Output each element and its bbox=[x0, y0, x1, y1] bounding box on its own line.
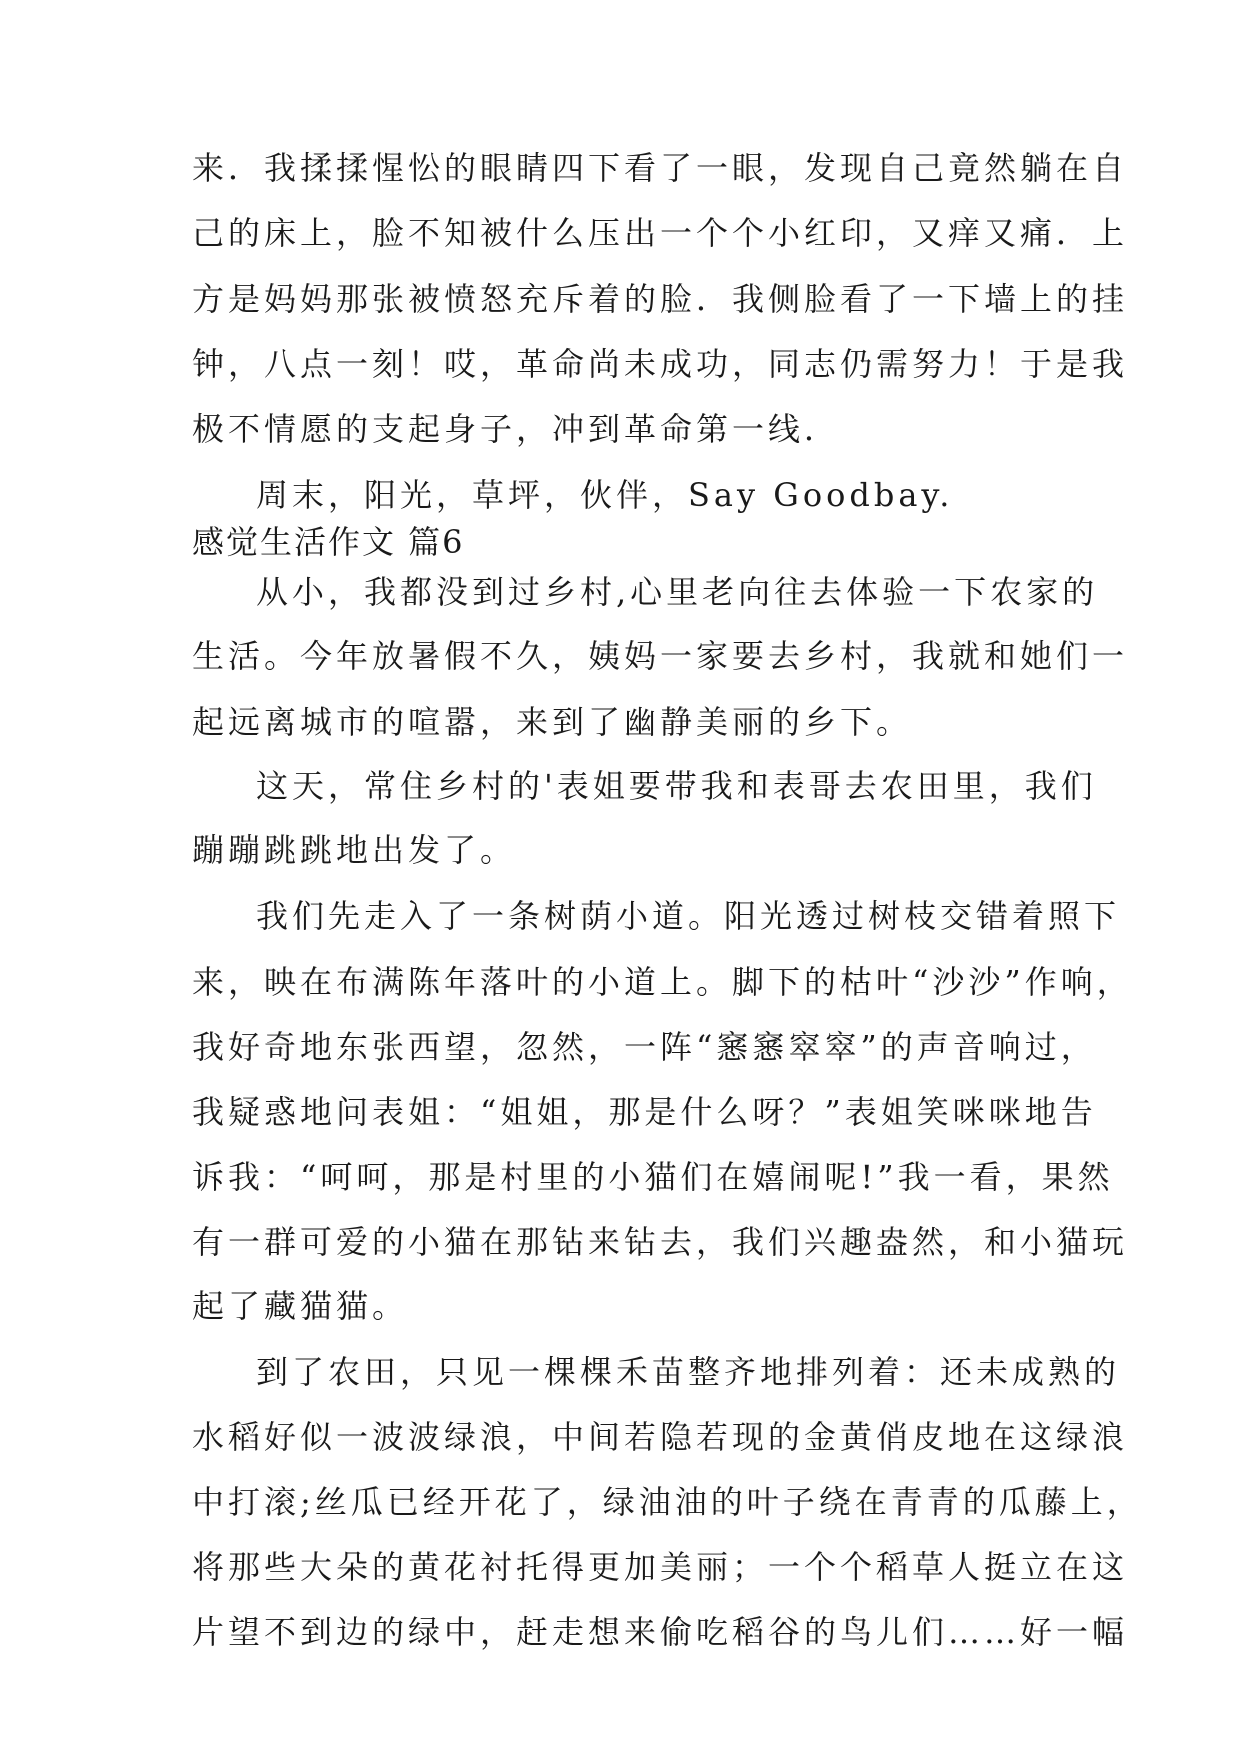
paragraph-line: 到了农田，只见一棵棵禾苗整齐地排列着：还未成熟的 bbox=[256, 1353, 1121, 1391]
paragraph-line: 方是妈妈那张被愤怒充斥着的脸．我侧脸看了一下墙上的挂 bbox=[192, 280, 1129, 318]
paragraph-line: 水稻好似一波波绿浪，中间若隐若现的金黄俏皮地在这绿浪 bbox=[192, 1418, 1129, 1456]
paragraph-line: 从小，我都没到过乡村,心里老向往去体验一下农家的 bbox=[256, 573, 1099, 611]
paragraph-line: 起了藏猫猫。 bbox=[192, 1287, 409, 1325]
paragraph-line: 片望不到边的绿中，赶走想来偷吃稻谷的鸟儿们……好一幅 bbox=[192, 1613, 1129, 1651]
paragraph-line: 将那些大朵的黄花衬托得更加美丽；一个个稻草人挺立在这 bbox=[192, 1548, 1129, 1586]
paragraph-line: 诉我：“呵呵，那是村里的小猫们在嬉闹呢!”我一看，果然 bbox=[192, 1158, 1114, 1196]
paragraph-line: 来．我揉揉惺忪的眼睛四下看了一眼，发现自己竟然躺在自 bbox=[192, 149, 1129, 187]
paragraph-line: 极不情愿的支起身子，冲到革命第一线． bbox=[192, 410, 841, 448]
paragraph-line: 生活。今年放暑假不久，姨妈一家要去乡村，我就和她们一 bbox=[192, 637, 1129, 675]
paragraph-line: 周末，阳光，草坪，伙伴，Say Goodbay. bbox=[256, 476, 954, 514]
paragraph-line: 己的床上，脸不知被什么压出一个个小红印，又痒又痛．上 bbox=[192, 214, 1129, 252]
paragraph-line: 来，映在布满陈年落叶的小道上。脚下的枯叶“沙沙”作响， bbox=[192, 963, 1133, 1001]
paragraph-line: 我们先走入了一条树荫小道。阳光透过树枝交错着照下 bbox=[256, 897, 1121, 935]
paragraph-line: 我好奇地东张西望，忽然，一阵“窸窸窣窣”的声音响过， bbox=[192, 1028, 1097, 1066]
paragraph-line: 我疑惑地问表姐：“姐姐，那是什么呀？”表姐笑咪咪地告 bbox=[192, 1093, 1097, 1131]
paragraph-line: 蹦蹦跳跳地出发了。 bbox=[192, 831, 517, 869]
paragraph-line: 有一群可爱的小猫在那钻来钻去，我们兴趣盎然，和小猫玩 bbox=[192, 1223, 1129, 1261]
section-heading: 感觉生活作文 篇6 bbox=[192, 523, 465, 561]
paragraph-line: 中打滚;丝瓜已经开花了，绿油油的叶子绕在青青的瓜藤上， bbox=[192, 1483, 1143, 1521]
paragraph-line: 这天，常住乡村的'表姐要带我和表哥去农田里，我们 bbox=[256, 767, 1097, 805]
paragraph-line: 起远离城市的喧嚣，来到了幽静美丽的乡下。 bbox=[192, 703, 913, 741]
paragraph-line: 钟，八点一刻！哎，革命尚未成功，同志仍需努力！于是我 bbox=[192, 345, 1129, 383]
